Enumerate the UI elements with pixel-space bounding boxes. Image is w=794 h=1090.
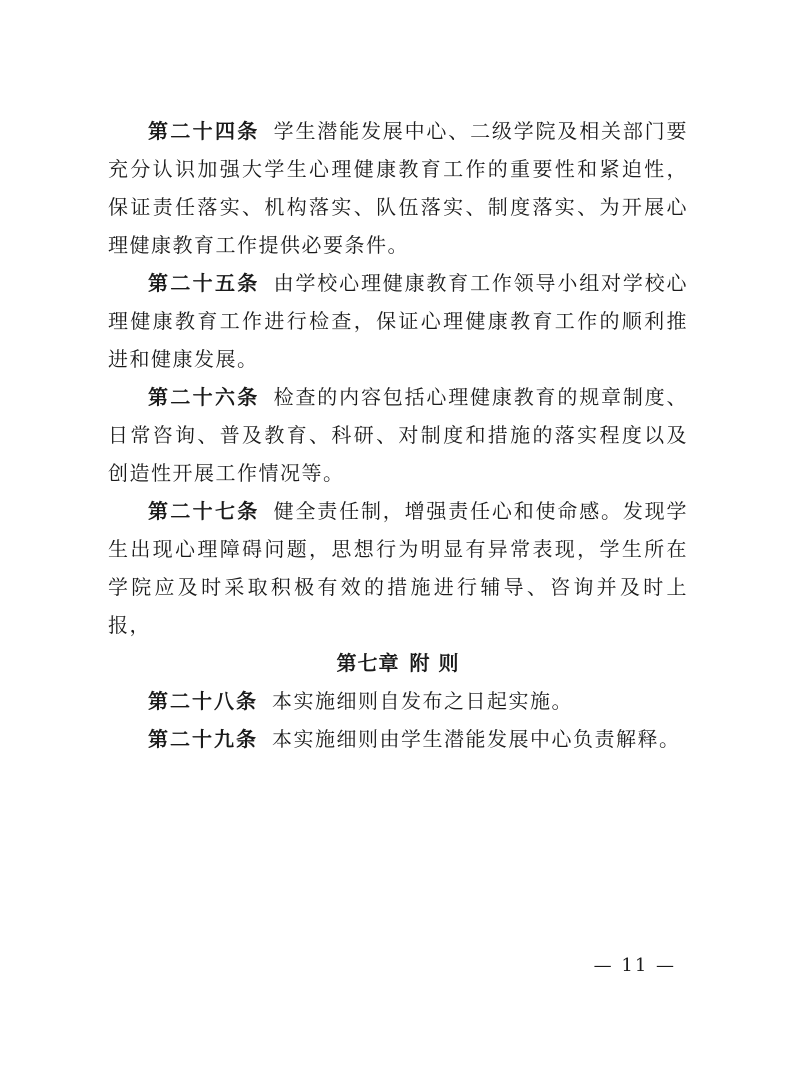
article-text: 健全责任制，增强责任心和使命感。发现学生出现心理障碍问题，思想行为明显有异常表现，学生所在学院应及时采取积极有效的措施进行辅导、咨询并及时上报， xyxy=(108,499,689,637)
article-28 xyxy=(108,682,688,720)
article-text: 本实施细则由学生潜能发展中心负责解释。 xyxy=(272,727,681,751)
article-number: 第二十九条 xyxy=(148,727,258,751)
article-number: 第二十八条 xyxy=(148,689,258,713)
article-number: 第二十五条 xyxy=(148,271,260,295)
article-text: 检查的内容包括心理健康教育的规章制度、日常咨询、普及教育、科研、对制度和措施的落实程度以及创造性开展工作情况等。 xyxy=(108,385,689,485)
article-26 xyxy=(108,378,688,492)
article-27 xyxy=(108,492,688,644)
chapter-label: 第七章 xyxy=(336,651,400,675)
chapter-title: 附 则 xyxy=(409,651,460,675)
article-number: 第二十六条 xyxy=(148,385,260,409)
article-text: 学生潜能发展中心、二级学院及相关部门要充分认识加强大学生心理健康教育工作的重要性和紧迫性，保证责任落实、机构落实、队伍落实、制度落实、为开展心理健康教育工作提供必要条件。 xyxy=(108,119,689,257)
article-24 xyxy=(108,112,688,264)
page-number: — 11 — xyxy=(593,955,676,976)
article-25 xyxy=(108,264,688,378)
article-number: 第二十七条 xyxy=(148,499,260,523)
article-number: 第二十四条 xyxy=(148,119,260,143)
article-text: 由学校心理健康教育工作领导小组对学校心理健康教育工作进行检查，保证心理健康教育工作的顺利推进和健康发展。 xyxy=(108,271,689,371)
chapter-heading xyxy=(108,644,688,682)
article-29 xyxy=(108,720,688,758)
document-body xyxy=(108,112,688,758)
article-text: 本实施细则自发布之日起实施。 xyxy=(272,689,573,713)
